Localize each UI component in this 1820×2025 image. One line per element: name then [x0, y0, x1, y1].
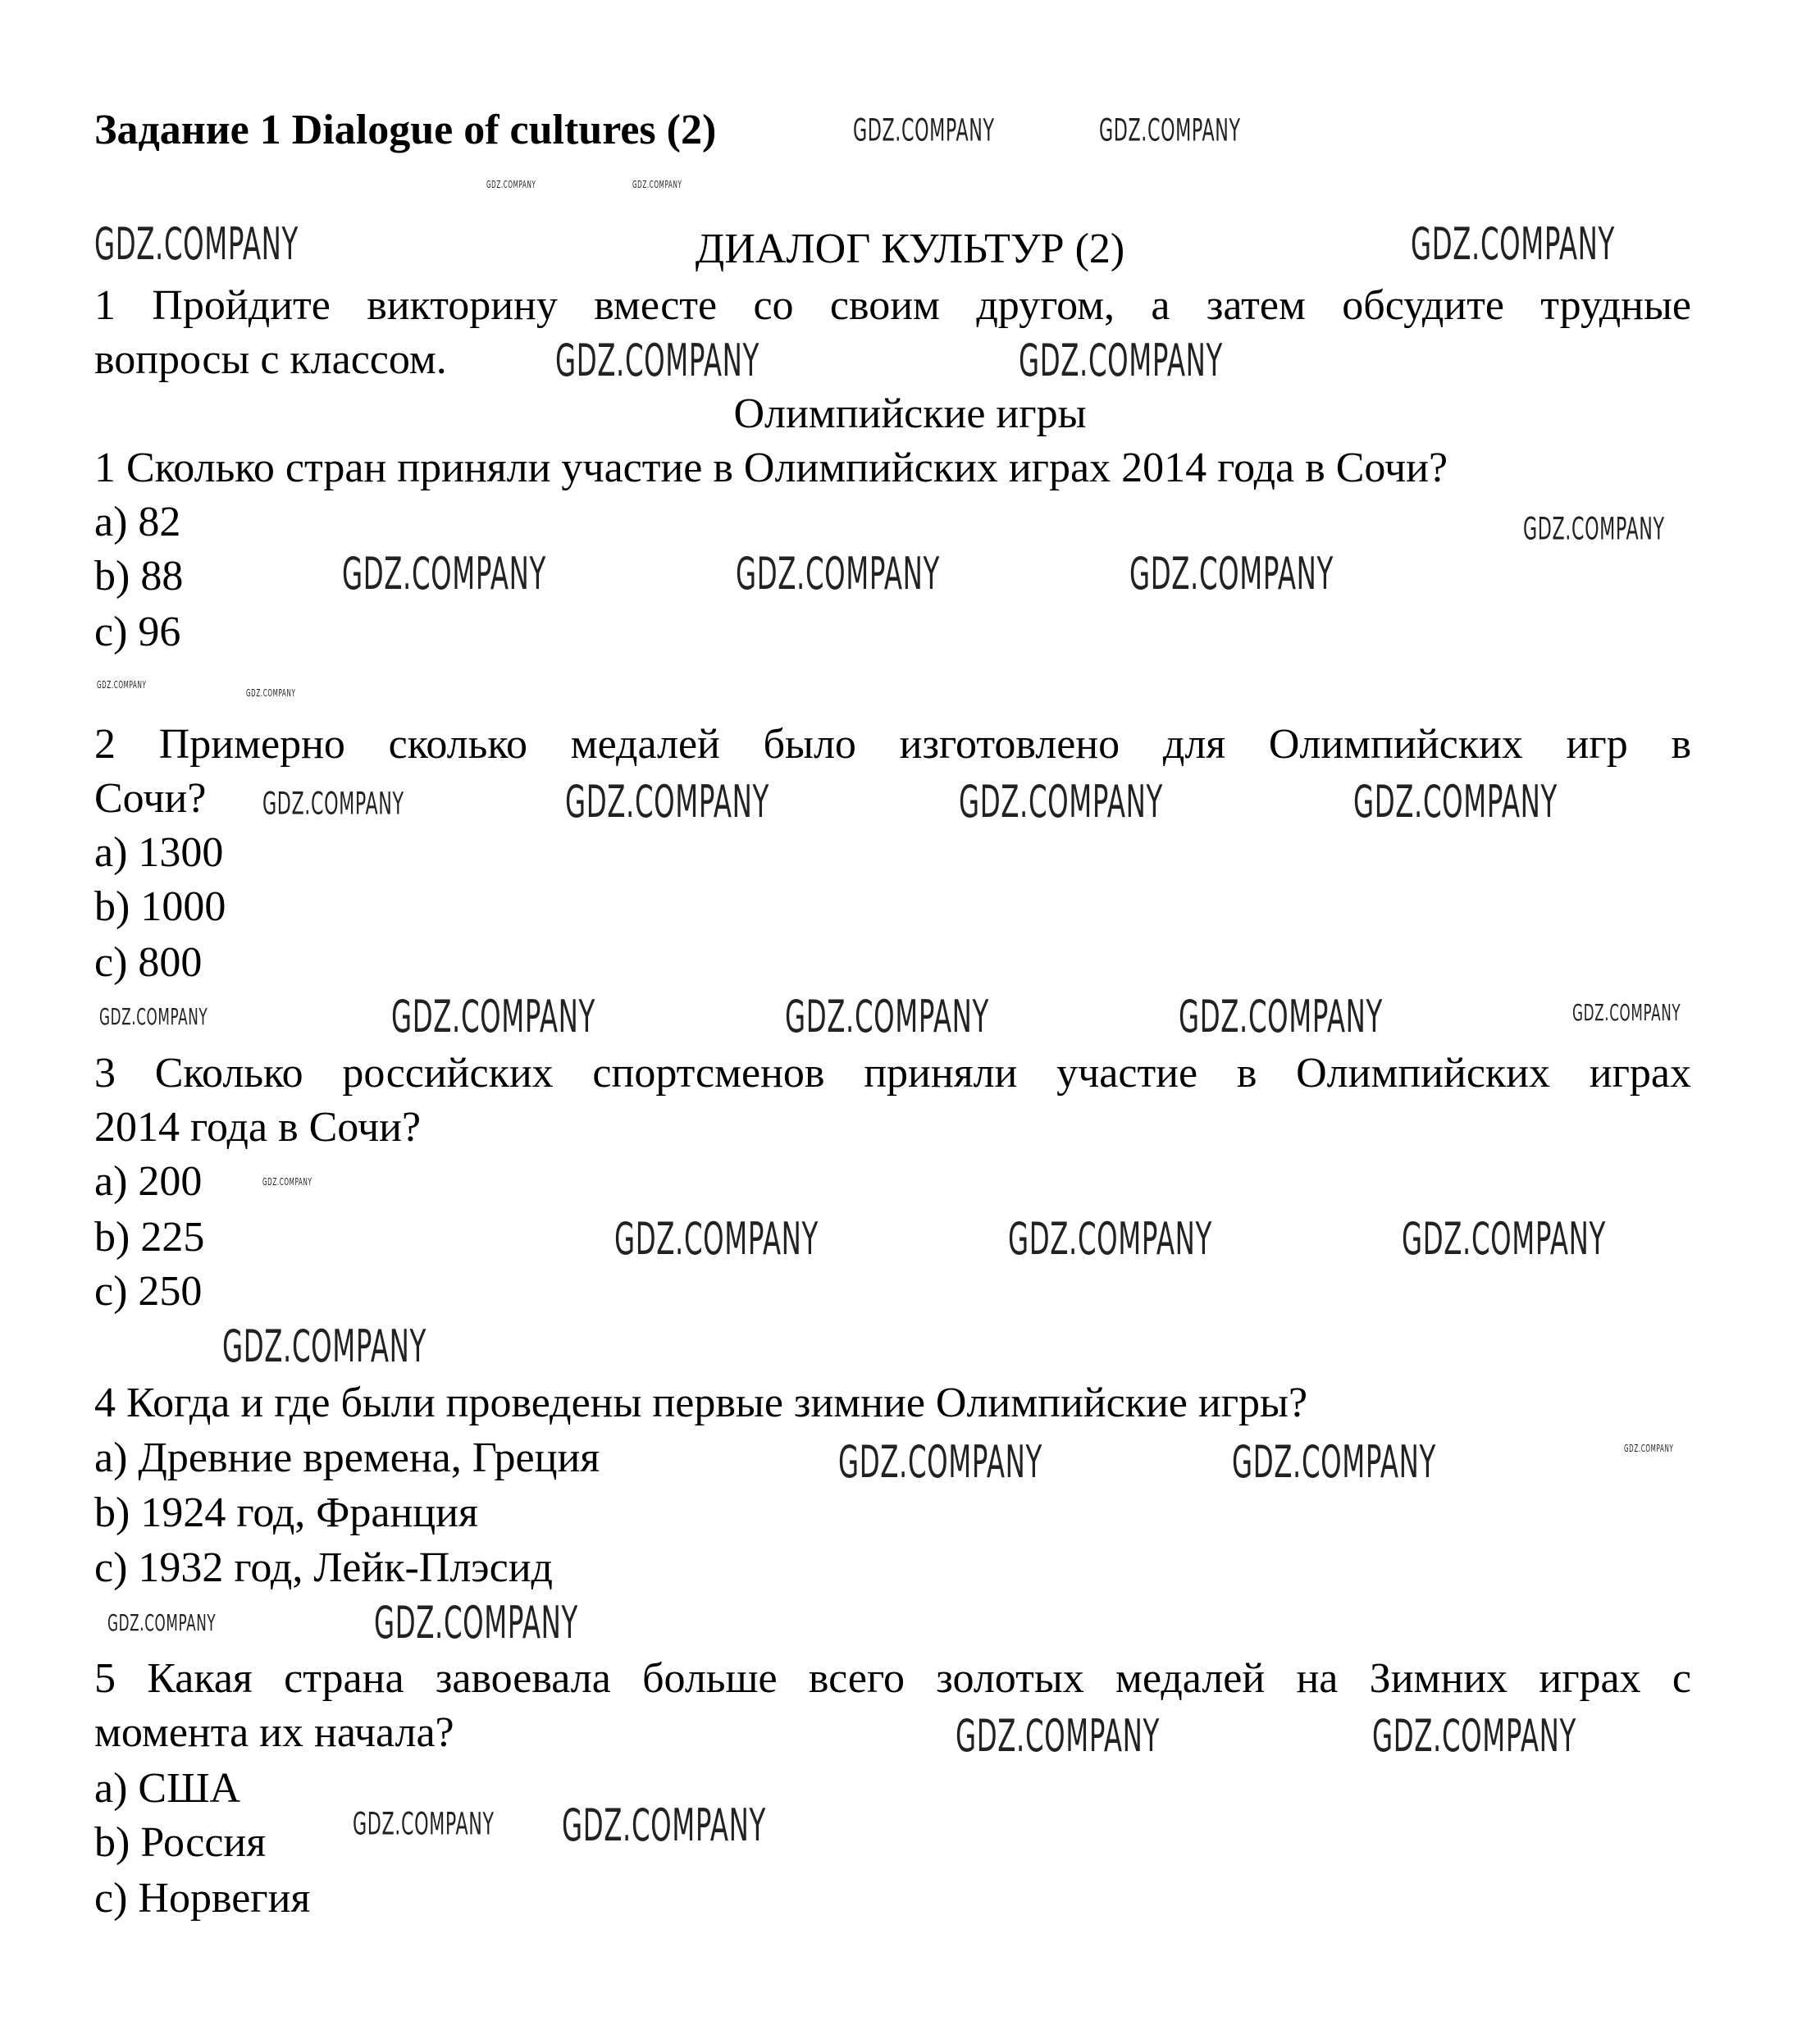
option: b) 88 [94, 553, 184, 600]
option: c) 800 [94, 939, 203, 986]
watermark: GDZ.COMPANY [1129, 548, 1334, 600]
option: c) 250 [94, 1268, 203, 1315]
option: a) 200 [94, 1158, 203, 1205]
watermark: GDZ.COMPANY [562, 1799, 766, 1851]
question-5: 5 Какая страна завоевала больше всего золотых медалей на Зимних играх с [94, 1655, 1691, 1702]
question-2-cont: Сочи? [94, 775, 207, 822]
watermark: GDZ.COMPANY [1232, 1436, 1436, 1488]
section-heading: ДИАЛОГ КУЛЬТУР (2) [695, 226, 1125, 272]
watermark: GDZ.COMPANY [486, 179, 536, 190]
instruction-line: 1 Пройдите викторину вместе со своим другом, а затем обсудите трудные [94, 282, 1691, 329]
option: a) США [94, 1765, 241, 1812]
watermark: GDZ.COMPANY [1372, 1710, 1576, 1762]
question-3: 3 Сколько российских спортсменов приняли участие в Олимпийских играх [94, 1050, 1691, 1097]
watermark: GDZ.COMPANY [1099, 112, 1241, 148]
option: b) 1924 год, Франция [94, 1489, 478, 1536]
watermark: GDZ.COMPANY [1402, 1213, 1606, 1265]
watermark: GDZ.COMPANY [99, 1003, 208, 1030]
watermark: GDZ.COMPANY [1411, 218, 1615, 270]
watermark: GDZ.COMPANY [262, 786, 404, 822]
watermark: GDZ.COMPANY [838, 1436, 1042, 1488]
option: a) Древние времена, Греция [94, 1434, 600, 1481]
option: b) 1000 [94, 883, 226, 930]
watermark: GDZ.COMPANY [565, 776, 769, 828]
watermark: GDZ.COMPANY [959, 776, 1163, 828]
watermark: GDZ.COMPANY [342, 548, 546, 600]
watermark: GDZ.COMPANY [853, 112, 995, 148]
question-1: 1 Сколько стран приняли участие в Олимпийских играх 2014 года в Сочи? [94, 445, 1448, 491]
quiz-title: Олимпийские игры [733, 390, 1087, 437]
watermark: GDZ.COMPANY [222, 1320, 426, 1372]
watermark: GDZ.COMPANY [1624, 1443, 1674, 1454]
watermark: GDZ.COMPANY [391, 991, 595, 1042]
instruction-line: вопросы с классом. [94, 336, 447, 383]
watermark: GDZ.COMPANY [262, 1176, 312, 1188]
watermark: GDZ.COMPANY [94, 218, 299, 270]
watermark: GDZ.COMPANY [1179, 991, 1383, 1042]
watermark: GDZ.COMPANY [107, 1609, 217, 1636]
watermark: GDZ.COMPANY [246, 687, 296, 699]
page-title: Задание 1 Dialogue of cultures (2) [94, 107, 717, 153]
watermark: GDZ.COMPANY [736, 548, 940, 600]
watermark: GDZ.COMPANY [1008, 1213, 1212, 1265]
watermark: GDZ.COMPANY [785, 991, 989, 1042]
watermark: GDZ.COMPANY [956, 1710, 1160, 1762]
option: c) 96 [94, 609, 181, 655]
question-2: 2 Примерно сколько медалей было изготовлено для Олимпийских игр в [94, 721, 1691, 768]
question-3-cont: 2014 года в Сочи? [94, 1104, 422, 1151]
watermark: GDZ.COMPANY [353, 1806, 495, 1842]
option: b) Россия [94, 1819, 267, 1866]
watermark: GDZ.COMPANY [632, 179, 682, 190]
watermark: GDZ.COMPANY [614, 1213, 819, 1265]
option: a) 1300 [94, 829, 224, 876]
watermark: GDZ.COMPANY [555, 335, 759, 386]
option: c) 1932 год, Лейк-Плэсид [94, 1544, 553, 1591]
option: c) Норвегия [94, 1875, 311, 1922]
watermark: GDZ.COMPANY [1523, 511, 1665, 547]
watermark: GDZ.COMPANY [1019, 335, 1223, 386]
option: b) 225 [94, 1214, 205, 1261]
question-4: 4 Когда и где были проведены первые зимние Олимпийские игры? [94, 1380, 1308, 1426]
question-5-cont: момента их начала? [94, 1709, 454, 1756]
watermark: GDZ.COMPANY [374, 1597, 578, 1649]
watermark: GDZ.COMPANY [1572, 999, 1681, 1026]
watermark: GDZ.COMPANY [97, 679, 147, 691]
watermark: GDZ.COMPANY [1353, 776, 1558, 828]
option: a) 82 [94, 499, 181, 545]
